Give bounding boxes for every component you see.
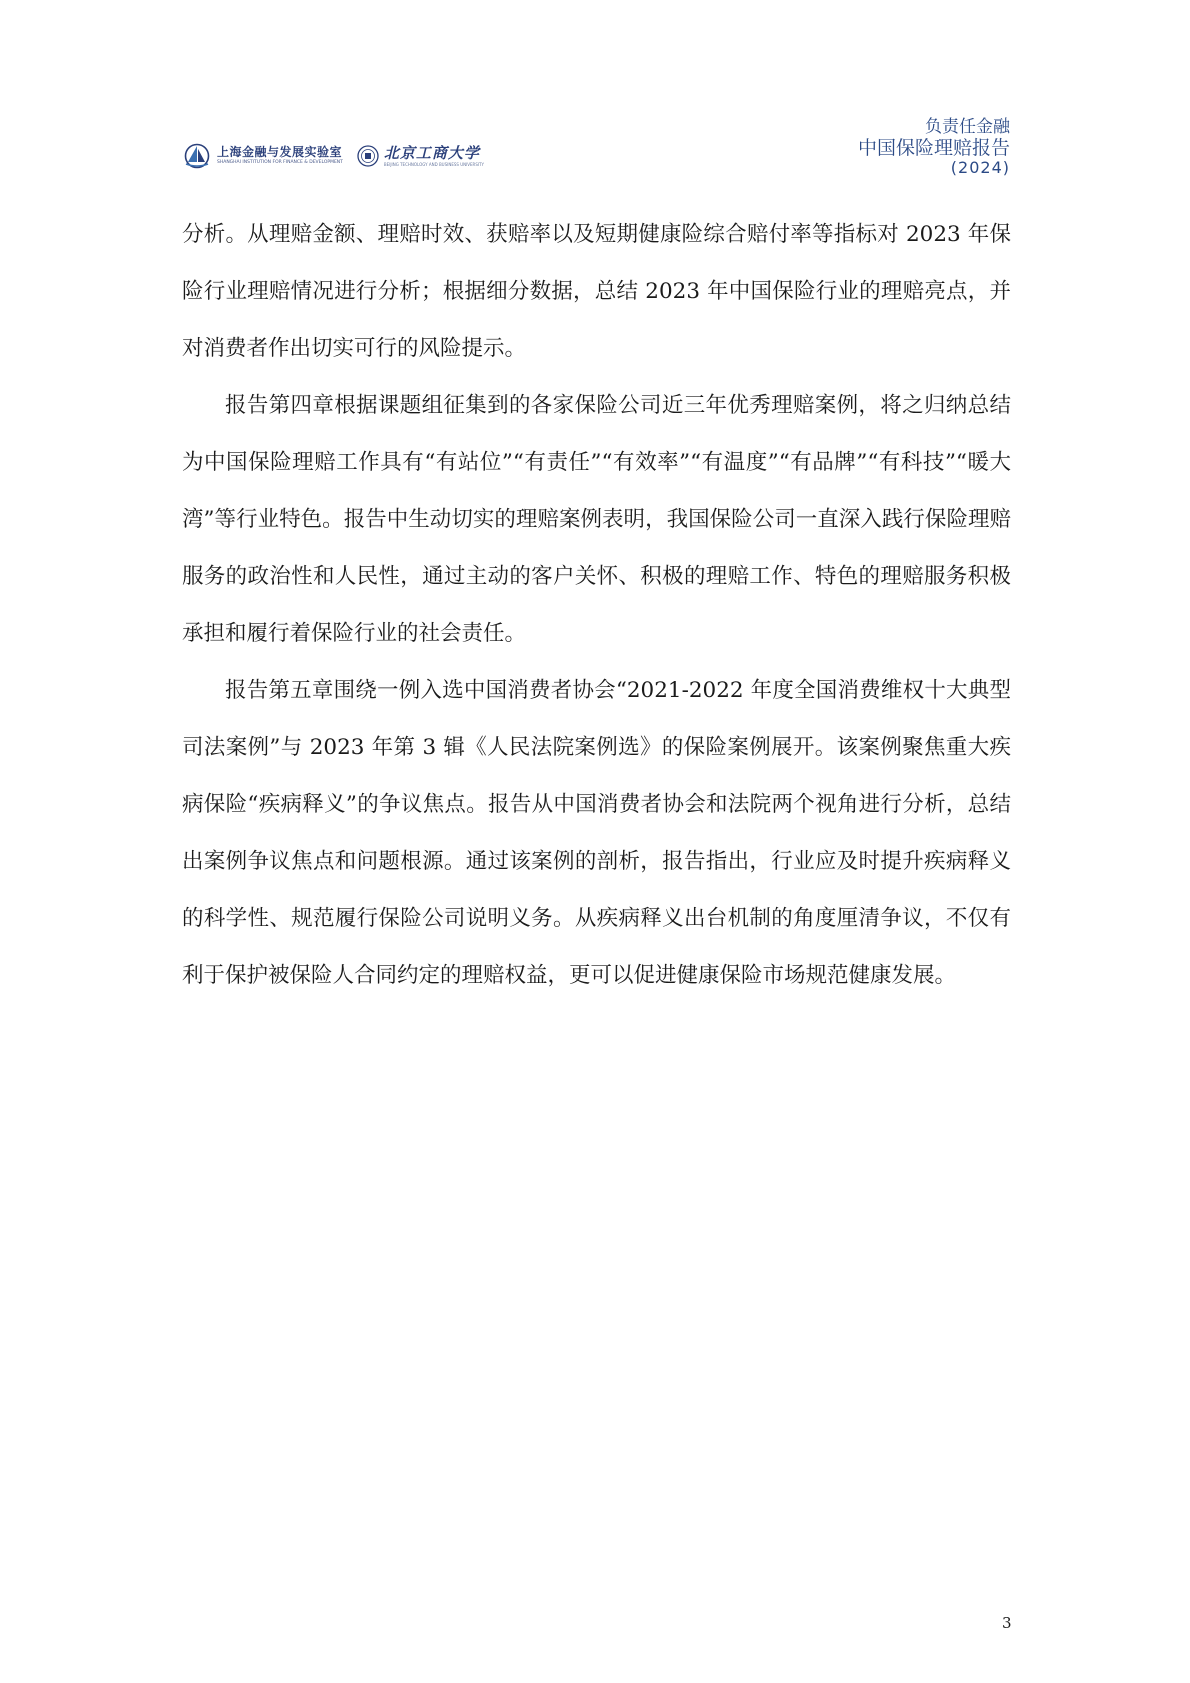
paragraph-1: 分析。从理赔金额、理赔时效、获赔率以及短期健康险综合赔付率等指标对 2023 年保险行业理赔情况进行分析；根据细分数据，总结 2023 年中国保险行业的理赔亮点，并对消费者作出切实可行的风险提示。 — [182, 222, 1011, 361]
btbu-subtitle: BEIJING TECHNOLOGY AND BUSINESS UNIVERSITY — [383, 161, 484, 167]
sailboat-icon — [182, 143, 212, 169]
header-series-name: 负责任金融 — [925, 117, 1010, 137]
university-seal-icon — [357, 145, 379, 167]
sjtu-lab-logo — [182, 143, 343, 169]
btbu-logo — [357, 145, 484, 167]
page-number: 3 — [1002, 1614, 1012, 1632]
sjtu-lab-name: 上海金融与发展实验室 — [217, 145, 343, 160]
body-content — [182, 206, 1011, 1004]
header-logos — [182, 143, 484, 169]
header-report-name: 中国保险理赔报告 — [857, 136, 1010, 159]
btbu-name: 北京工商大学 — [383, 143, 480, 162]
report-header-title — [858, 118, 1010, 178]
paragraph-2: 报告第四章根据课题组征集到的各家保险公司近三年优秀理赔案例，将之归纳总结为中国保险理赔工作具有“有站位”“有责任”“有效率”“有温度”“有品牌”“有科技”“暖大湾”等行业特色。报告中生动切实的理赔案例表明，我国保险公司一直深入践行保险理赔服务的政治性和人民性，通过主动的客户关怀、积极的理赔工作、特色的理赔服务积极承担和履行着保险行业的社会责任。 — [182, 393, 1011, 646]
sjtu-lab-subtitle: SHANGHAI INSTITUTION FOR FINANCE & DEVELOPMENT — [217, 160, 343, 166]
paragraph-3: 报告第五章围绕一例入选中国消费者协会“2021-2022 年度全国消费维权十大典型司法案例”与 2023 年第 3 辑《人民法院案例选》的保险案例展开。该案例聚焦重大疾病保险“疾病释义”的争议焦点。报告从中国消费者协会和法院两个视角进行分析，总结出案例争议焦点和问题根源。通过该案例的剖析，报告指出，行业应及时提升疾病释义的科学性、规范履行保险公司说明义务。从疾病释义出台机制的角度厘清争议，不仅有利于保护被保险人合同约定的理赔权益，更可以促进健康保险市场规范健康发展。 — [182, 678, 1011, 988]
header-report-year: (2024) — [950, 158, 1010, 178]
